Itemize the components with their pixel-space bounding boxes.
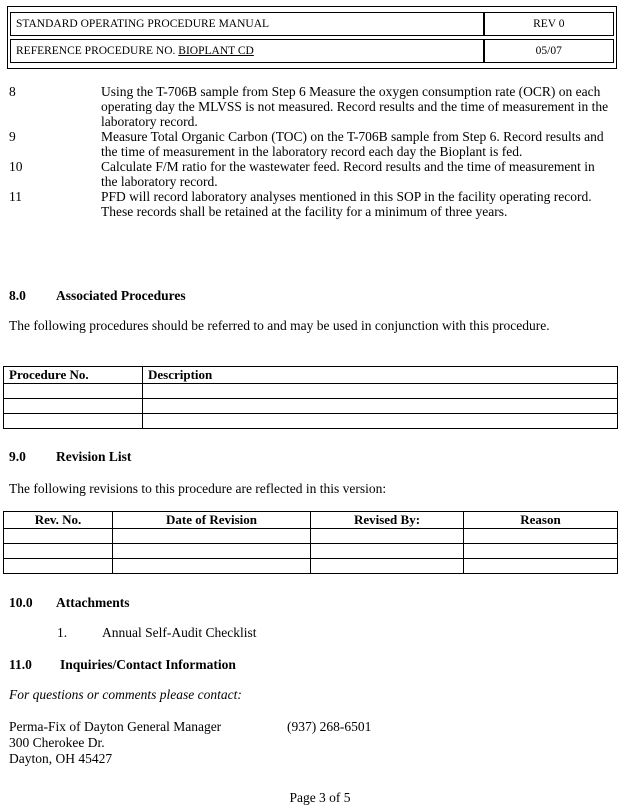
step-item — [9, 129, 609, 159]
step-number: 11 — [9, 189, 22, 204]
header-table — [10, 9, 614, 66]
procedure-steps — [9, 84, 609, 219]
contact-line — [9, 719, 609, 735]
table-cell — [4, 544, 113, 559]
section-number: 10.0 — [9, 595, 33, 610]
contact-address-1: 300 Cherokee Dr. — [9, 735, 105, 750]
table-cell — [143, 384, 618, 399]
section-9-heading — [9, 449, 131, 465]
table-cell — [464, 559, 618, 574]
reference-code: BIOPLANT CD — [178, 45, 254, 57]
associated-procedures-table — [3, 366, 618, 429]
table-cell — [311, 544, 464, 559]
table-cell — [4, 529, 113, 544]
step-item — [9, 84, 609, 129]
table-row — [4, 544, 618, 559]
column-header: Revised By: — [311, 512, 464, 529]
section-title: Attachments — [56, 595, 130, 610]
contact-address-2: Dayton, OH 45427 — [9, 751, 113, 766]
table-header-row — [4, 367, 618, 384]
section-title: Associated Procedures — [56, 288, 186, 303]
table-cell — [4, 414, 143, 429]
page-number: Page 3 of 5 — [289, 790, 351, 805]
table-row — [4, 414, 618, 429]
attachment-number: 1. — [57, 625, 68, 640]
column-header: Rev. No. — [4, 512, 113, 529]
contact-name: Perma-Fix of Dayton General Manager — [9, 719, 222, 734]
table-row — [4, 399, 618, 414]
step-number: 9 — [9, 129, 16, 144]
table-cell — [311, 559, 464, 574]
step-item — [9, 189, 609, 219]
table-cell — [113, 529, 311, 544]
section-11-heading — [9, 657, 236, 673]
table-cell — [464, 544, 618, 559]
table-row — [4, 384, 618, 399]
step-item — [9, 159, 609, 189]
section-8-heading — [9, 288, 186, 304]
table-cell — [143, 414, 618, 429]
column-header: Date of Revision — [113, 512, 311, 529]
attachment-item — [57, 625, 640, 641]
table-cell — [4, 384, 143, 399]
revision-list-table — [3, 511, 618, 574]
table-cell — [4, 399, 143, 414]
section-number: 11.0 — [9, 657, 32, 672]
step-number: 10 — [9, 159, 23, 174]
step-text: Using the T-706B sample from Step 6 Measure the oxygen consumption rate (OCR) on each operating day the MLVSS is not measured. Record results and the time of measurement in the laboratory record. — [101, 84, 609, 129]
table-row — [4, 529, 618, 544]
column-header: Description — [143, 367, 618, 384]
column-header: Procedure No. — [4, 367, 143, 384]
table-cell — [113, 559, 311, 574]
document-header — [7, 6, 617, 69]
reference-procedure — [10, 39, 484, 63]
table-header-row — [4, 512, 618, 529]
section-title: Inquiries/Contact Information — [60, 657, 236, 672]
contact-phone: (937) 268-6501 — [287, 719, 372, 734]
contact-intro: For questions or comments please contact: — [9, 687, 242, 702]
section-number: 8.0 — [9, 288, 26, 303]
step-text: Measure Total Organic Carbon (TOC) on the T-706B sample from Step 6. Record results and the time of measurement in the laboratory record each day the Bioplant is fed. — [101, 129, 604, 159]
table-row — [4, 559, 618, 574]
table-cell — [143, 399, 618, 414]
step-number: 8 — [9, 84, 16, 99]
section-8-paragraph: The following procedures should be referred to and may be used in conjunction with this procedure. — [9, 318, 550, 333]
table-cell — [464, 529, 618, 544]
table-cell — [4, 559, 113, 574]
revision-label: REV 0 — [484, 12, 614, 36]
table-cell — [311, 529, 464, 544]
section-9-paragraph: The following revisions to this procedure are reflected in this version: — [9, 481, 387, 496]
section-number: 9.0 — [9, 449, 26, 464]
section-title: Revision List — [56, 449, 132, 464]
header-date: 05/07 — [484, 39, 614, 63]
table-cell — [113, 544, 311, 559]
step-text: PFD will record laboratory analyses mentioned in this SOP in the facility operating record. These records shall be retained at the facility for a minimum of three years. — [101, 189, 592, 219]
manual-title: STANDARD OPERATING PROCEDURE MANUAL — [10, 12, 484, 36]
attachment-text: Annual Self-Audit Checklist — [102, 625, 257, 640]
reference-prefix: REFERENCE PROCEDURE NO. — [16, 45, 179, 57]
step-text: Calculate F/M ratio for the wastewater feed. Record results and the time of measurement in the laboratory record. — [101, 159, 595, 189]
column-header: Reason — [464, 512, 618, 529]
section-10-heading — [9, 595, 130, 611]
